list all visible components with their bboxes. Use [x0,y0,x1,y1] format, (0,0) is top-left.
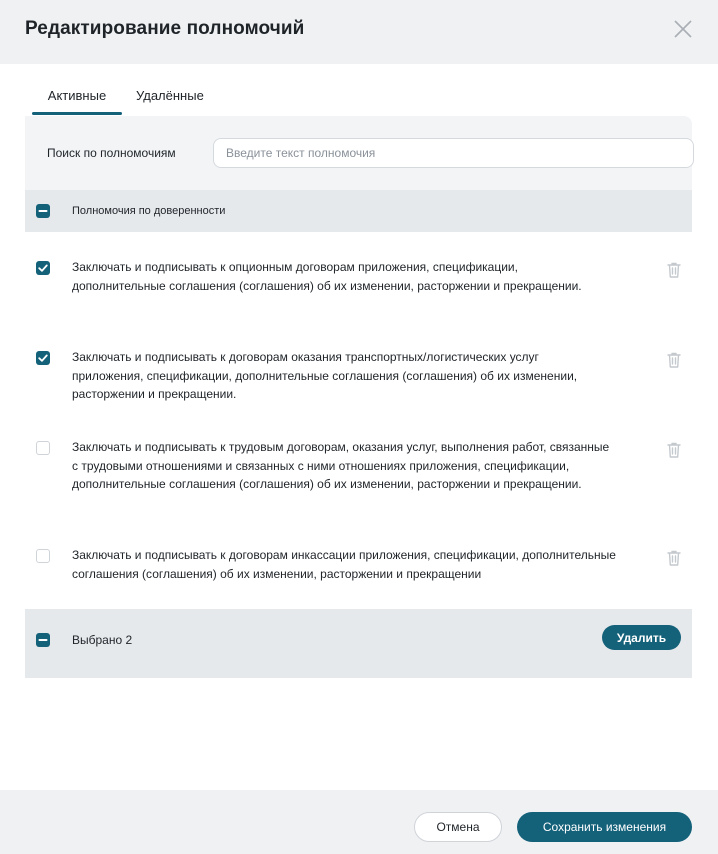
permissions-panel [25,116,692,678]
delete-button[interactable]: Удалить [602,625,681,650]
tab-deleted[interactable]: Удалённые [136,88,204,103]
selection-bar [25,609,692,678]
item-text: Заключать и подписывать к договорам оказания транспортных/логистических услуг приложения, спецификации, дополнительные соглашения (соглашения) об их изменении, расторжении и прекращении. [72,350,578,401]
modal-footer [0,790,718,854]
trash-icon[interactable] [666,351,682,369]
search-area [25,116,692,190]
close-icon[interactable] [670,16,696,42]
trash-icon[interactable] [666,549,682,567]
tabs [32,88,204,116]
search-input[interactable] [213,138,694,168]
save-button[interactable]: Сохранить изменения [517,812,692,842]
search-label: Поиск по полномочиям [47,146,176,160]
item-text: Заключать и подписывать к договорам инкассации приложения, спецификации, дополнительные соглашения (соглашения) об их изменении, расторжении и прекращении [72,548,616,581]
group-header [25,190,692,232]
trash-icon[interactable] [666,441,682,459]
item-text: Заключать и подписывать к опционным договорам приложения, спецификации, дополнительные соглашения (соглашения) об их изменении, расторжении и прекращении. [72,260,582,293]
trash-icon[interactable] [666,261,682,279]
permission-item [25,351,692,411]
item-text: Заключать и подписывать к трудовым договорам, оказания услуг, выполнения работ, связанные с трудовыми отношениями и связанных с ними отношениях приложения, спецификации, дополнительные соглашения (соглашения) об их изменении, расторжении и прекращении. [72,440,610,491]
cancel-button[interactable]: Отмена [414,812,502,842]
item-checkbox[interactable] [36,351,50,365]
selection-checkbox[interactable] [36,633,50,647]
item-checkbox[interactable] [36,441,50,455]
permission-item [25,261,692,321]
item-checkbox[interactable] [36,261,50,275]
modal-header [0,0,718,64]
select-all-checkbox[interactable] [36,204,50,218]
modal-title: Редактирование полномочий [25,18,305,39]
item-checkbox[interactable] [36,549,50,563]
permission-item [25,549,692,591]
permission-item [25,441,692,519]
tab-active[interactable]: Активные [32,88,122,116]
group-label: Полномочия по доверенности [72,205,226,217]
selected-count: Выбрано 2 [72,633,133,647]
